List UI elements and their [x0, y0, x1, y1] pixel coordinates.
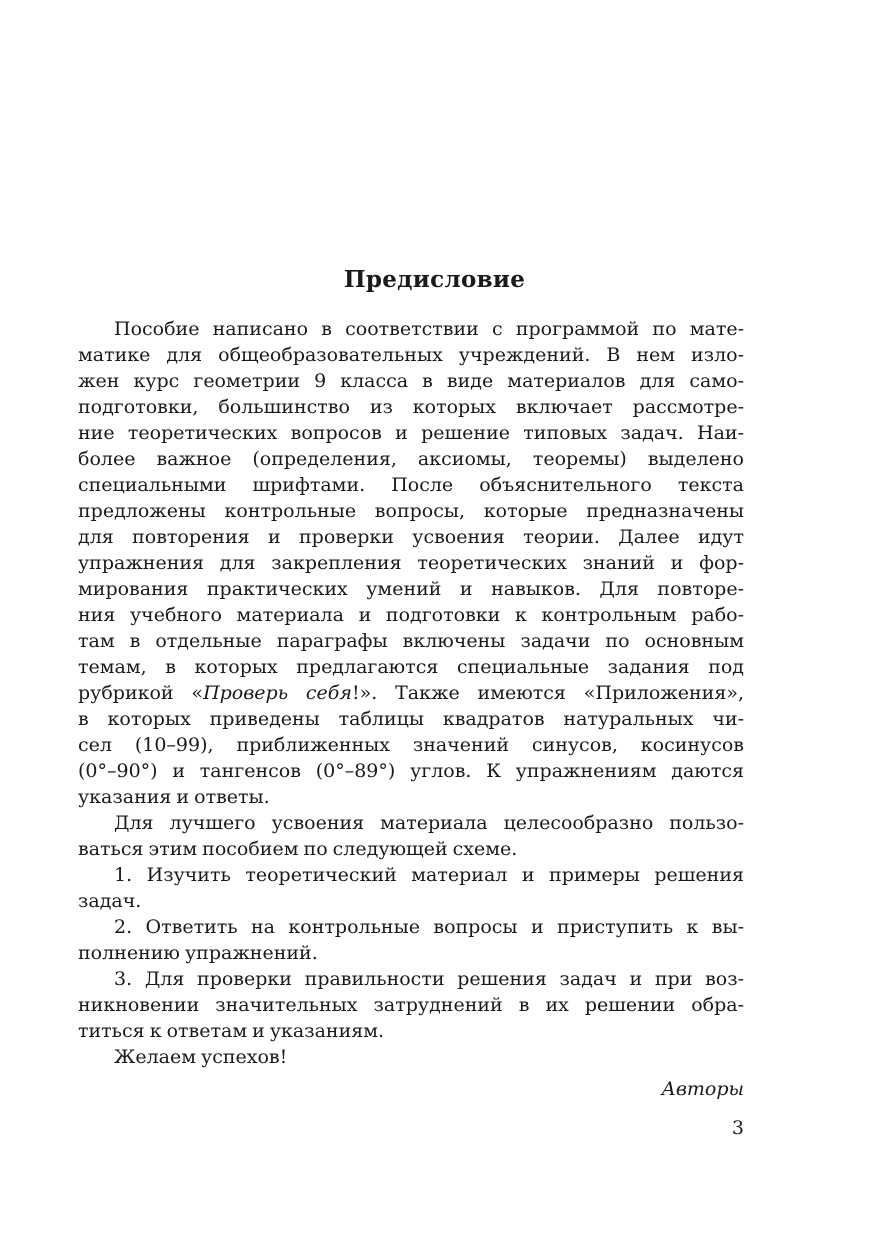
rubric-suffix: !». Также имеются «Приложения», [351, 682, 744, 704]
paragraph-1-line: подготовки, большинство из которых включает рассмотре- [78, 396, 744, 418]
paragraph-1-line: упражнения для закрепления теоретических знаний и фор- [78, 552, 744, 574]
page-number: 3 [731, 1117, 744, 1139]
step-2-line: полнению упражнений. [78, 942, 318, 964]
paragraph-1-line: сел (10–99), приближенных значений синусов, косинусов [78, 734, 744, 756]
closing-line: Желаем успехов! [114, 1046, 288, 1068]
paragraph-1-line: (0°–90°) и тангенсов (0°–89°) углов. К упражнениям даются [78, 760, 744, 782]
paragraph-2-line: Для лучшего усвоения материала целесообразно пользо- [114, 812, 744, 834]
paragraph-1-line: для повторения и проверки усвоения теории. Далее идут [78, 526, 744, 548]
paragraph-1-line: жен курс геометрии 9 класса в виде материалов для само- [78, 370, 744, 392]
paragraph-1-line: матике для общеобразовательных учреждений. В нем изло- [78, 344, 744, 366]
paragraph-1-line: темам, в которых предлагаются специальные задания под [78, 656, 744, 678]
paragraph-1-line: мирования практических умений и навыков. Для повторе- [78, 578, 744, 600]
paragraph-1-line: в которых приведены таблицы квадратов натуральных чи- [78, 708, 744, 730]
body-text [78, 316, 744, 1070]
paragraph-1-line: специальными шрифтами. После объяснительного текста [78, 474, 744, 496]
rubric-prefix: рубрикой « [78, 682, 204, 704]
paragraph-1-line: ние теоретических вопросов и решение типовых задач. Наи- [78, 422, 744, 444]
paragraph-1-line: предложены контрольные вопросы, которые предназначены [78, 500, 744, 522]
authors-signature: Авторы [661, 1078, 744, 1100]
step-1-line: 1. Изучить теоретический материал и примеры решения [114, 864, 744, 886]
step-3-line: никновении значительных затруднений в их решении обра- [78, 994, 744, 1016]
step-3-line: титься к ответам и указаниям. [78, 1020, 385, 1042]
paragraph-1-line: указания и ответы. [78, 786, 270, 808]
paragraph-1-line: Пособие написано в соответствии с программой по мате- [114, 318, 744, 340]
step-2-line: 2. Ответить на контрольные вопросы и приступить к вы- [114, 916, 744, 938]
step-1-line: задач. [78, 890, 142, 912]
paragraph-2-line: ваться этим пособием по следующей схеме. [78, 838, 518, 860]
paragraph-1-line: более важное (определения, аксиомы, теоремы) выделено [78, 448, 744, 470]
page-title: Предисловие [343, 266, 526, 293]
step-3-line: 3. Для проверки правильности решения задач и при воз- [114, 968, 744, 990]
rubric-title: Проверь себя [203, 682, 352, 704]
paragraph-1-line: ния учебного материала и подготовки к контрольным рабо- [78, 604, 744, 626]
paragraph-1-line: там в отдельные параграфы включены задачи по основным [78, 630, 744, 652]
paragraph-1-line-with-rubric [78, 680, 744, 706]
